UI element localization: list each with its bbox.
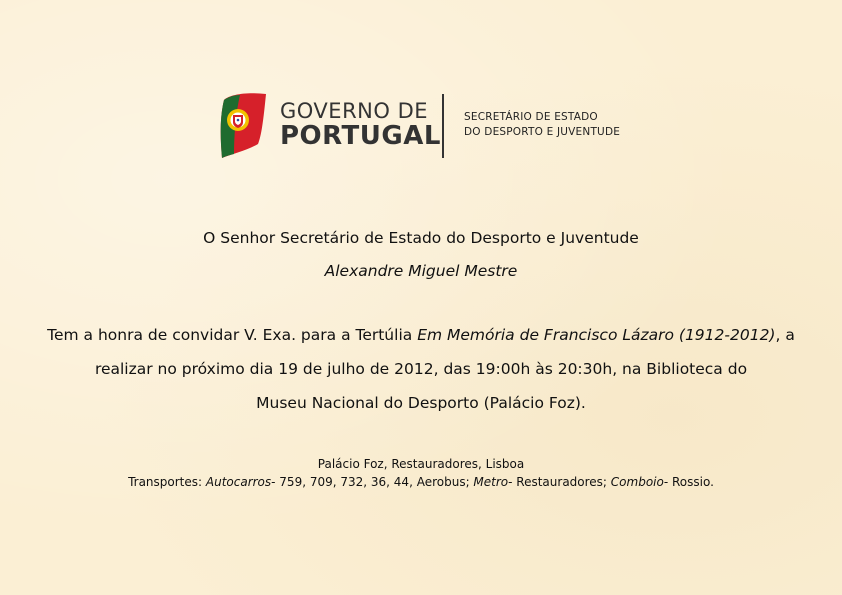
wordmark-line-2: PORTUGAL [280,121,441,151]
metro-label: Metro [473,475,509,489]
invitation-details: , a realizar no próximo dia 19 de julho de 2012, das 19:00h às 20:30h, na Biblioteca do [94,326,795,378]
wordmark-line-1: GOVERNO DE [280,99,429,123]
government-wordmark [280,100,441,150]
train-station: - Rossio. [663,475,714,489]
signatory-name [0,261,842,281]
bus-label: Autocarros [205,475,272,489]
event-title: Em Memória de Francisco Lázaro (1912-2012) [417,326,776,344]
secretariat-line-1: SECRETÁRIO DE ESTADO [464,111,598,123]
secretariat-name [464,110,620,140]
secretariat-line-2: DO DESPORTO E JUVENTUDE [464,126,621,138]
transport-label: Transportes: [128,475,206,489]
header-divider [442,94,444,158]
invitation-venue: Museu Nacional do Desporto (Palácio Foz). [256,394,586,412]
intro-line: O Senhor Secretário de Estado do Desporto e Juventude [203,229,639,247]
invitation-text [38,318,804,420]
metro-station: - Restauradores; [508,475,611,489]
invitation-lead: Tem a honra de convidar V. Exa. para a Tertúlia [47,326,418,344]
portugal-government-emblem-icon [218,92,268,158]
bus-routes: - 759, 709, 732, 36, 44, Aerobus; [271,475,474,489]
signatory-text: Alexandre Miguel Mestre [324,262,518,280]
transport-line [0,473,842,491]
location-line: Palácio Foz, Restauradores, Lisboa [317,457,525,471]
government-header [218,90,638,162]
train-label: Comboio [610,475,664,489]
